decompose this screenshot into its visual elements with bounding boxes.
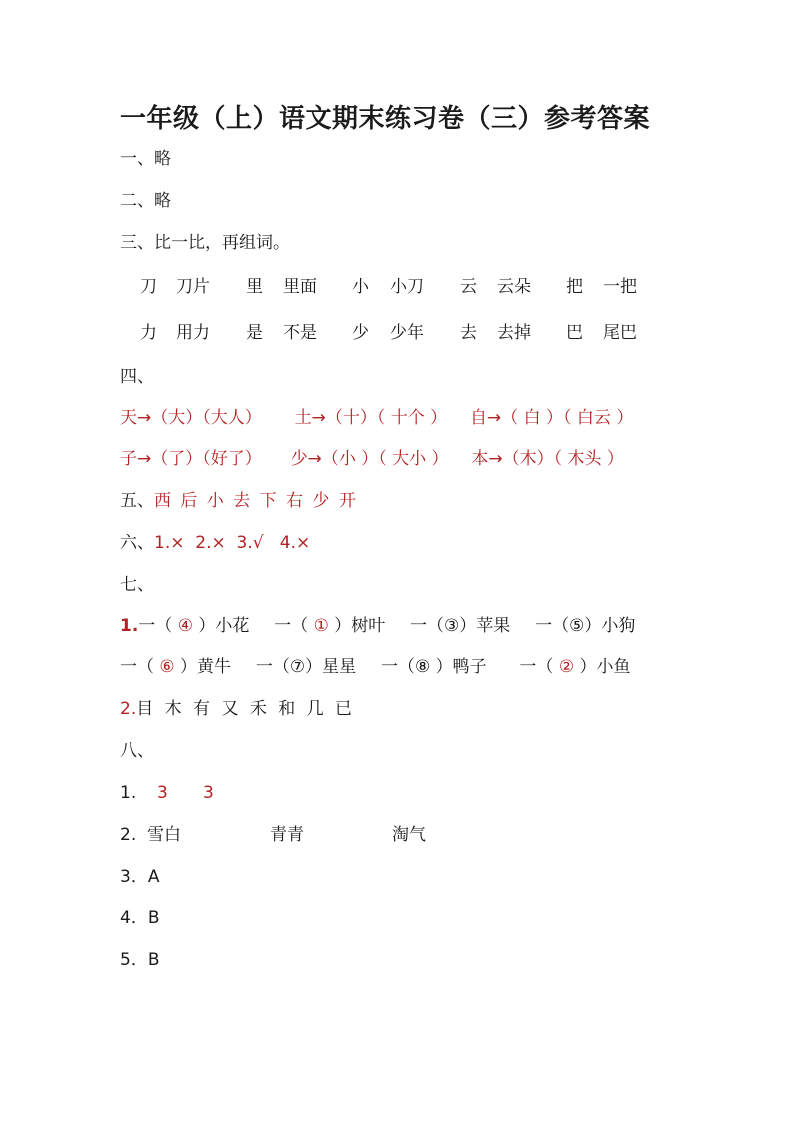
s7-answer-mark: ① (313, 616, 329, 636)
s4-answer: 了 (168, 449, 186, 469)
s7-item-pre: 一（ (519, 657, 559, 677)
s4-item-prefix: 少→（ (290, 449, 339, 469)
section-5-answers: 西 后 小 去 下 右 少 开 (154, 491, 358, 511)
s7-item-pre: 一（ (120, 657, 160, 677)
s7-answer-mark: ③ (444, 616, 460, 636)
s4-paren: ） (431, 449, 449, 469)
s4-answer: 木 (519, 449, 537, 469)
s7-q2-answers: 目 木 有 又 禾 和 几 已 (136, 699, 356, 719)
section-5 (120, 489, 358, 513)
s4-answer: 十个 (385, 408, 431, 428)
s8-q3: 3．A (120, 867, 160, 887)
s7-q1-number: 1. (120, 616, 139, 636)
s7-item-pre: 一（ (380, 657, 415, 677)
section-3-label: 三、比一比，再组词。 (120, 233, 290, 253)
s8-q1-answer: 3 (157, 783, 168, 803)
s3-char: 巴 (566, 323, 583, 343)
section-6 (120, 531, 310, 555)
s4-paren: ）（ (185, 449, 211, 469)
s3-char: 少 (352, 323, 369, 343)
section-6-answers: 1.× 2.× 3.√ 4.× (154, 533, 311, 553)
s3-char: 力 (140, 323, 157, 343)
s7-item-post: ）鸭子 (430, 657, 487, 677)
s7-item-post: ）小花 (192, 616, 250, 636)
s7-item-pre: 一（ (535, 616, 570, 636)
s4-answer: 大小 (386, 449, 432, 469)
s8-q4: 4．B (120, 908, 160, 928)
s4-answer: 小 (338, 449, 362, 469)
s7-item-pre: 一（ (410, 616, 445, 636)
s8-q1-number: 1. (120, 783, 137, 803)
s3-word: 刀片 (176, 277, 210, 297)
s8-q2-answer: 青青 (270, 825, 304, 845)
s4-paren: ） (606, 449, 624, 469)
s4-paren: ）（ (361, 449, 387, 469)
s3-word: 里面 (283, 277, 317, 297)
section-5-label: 五、 (120, 491, 154, 511)
s3-word: 小刀 (390, 277, 424, 297)
s7-q2-number: 2. (120, 699, 137, 719)
s4-item-prefix: 本→（ (471, 449, 520, 469)
section-2: 二、略 (120, 191, 171, 211)
section-6-label: 六、 (120, 533, 154, 553)
s4-paren: ） (244, 449, 262, 469)
s3-word: 少年 (390, 323, 424, 343)
section-4-label: 四、 (120, 367, 154, 387)
s3-char: 云 (460, 277, 477, 297)
s4-paren: ） (430, 408, 448, 428)
s3-word: 一把 (603, 277, 637, 297)
s3-word: 用力 (176, 323, 210, 343)
s4-answer: 大人 (210, 408, 245, 428)
s3-word: 去掉 (497, 323, 531, 343)
s4-item-prefix: 自→（ (469, 408, 519, 428)
s3-char: 把 (566, 277, 583, 297)
section-1: 一、略 (120, 149, 171, 169)
s7-answer-mark: ④ (177, 616, 193, 636)
s3-char: 小 (352, 277, 369, 297)
s7-item-post: ）星星 (305, 657, 357, 677)
section-7-label: 七、 (120, 575, 154, 595)
s8-q2-number: 2. (120, 825, 137, 845)
s7-answer-mark: ② (558, 657, 575, 677)
s7-row2 (120, 655, 630, 679)
s3-word: 云朵 (497, 277, 531, 297)
s4-answer: 木头 (562, 449, 607, 469)
s3-char: 刀 (140, 277, 157, 297)
s4-paren: ）（ (546, 408, 572, 428)
s7-item-pre: 一（ (138, 616, 178, 636)
s4-item-prefix: 土→（ (294, 408, 343, 428)
page-title: 一年级（上）语文期末练习卷（三）参考答案 (120, 104, 651, 134)
s7-answer-mark: ⑥ (159, 657, 175, 677)
s4-paren: ）（ (536, 449, 563, 469)
s8-q2-answer: 淘气 (392, 825, 426, 845)
s7-item-post: ）苹果 (459, 616, 511, 636)
s7-item-post: ）小狗 (584, 616, 636, 636)
s3-word: 不是 (283, 323, 317, 343)
s7-answer-mark: ⑧ (414, 657, 431, 677)
s4-paren: ） (616, 408, 634, 428)
s4-paren: ） (244, 408, 262, 428)
s8-q1-answer: 3 (203, 783, 214, 803)
s7-item-pre: 一（ (255, 657, 290, 677)
s8-q5: 5．B (120, 950, 160, 970)
s4-row1 (120, 406, 633, 430)
s4-row2 (120, 447, 624, 471)
s4-answer: 大 (168, 408, 186, 428)
s7-item-post: ）黄牛 (174, 657, 232, 677)
s7-q2 (120, 697, 355, 721)
s3-char: 去 (460, 323, 477, 343)
s4-answer: 好了 (210, 449, 245, 469)
s3-char: 是 (246, 323, 263, 343)
section-8-label: 八、 (120, 741, 154, 761)
s4-paren: ）（ (359, 408, 386, 428)
s4-item-prefix: 子→（ (120, 449, 169, 469)
s7-answer-mark: ⑤ (569, 616, 585, 636)
s7-item-post: ）小鱼 (574, 657, 631, 677)
s4-answer: 十 (342, 408, 360, 428)
s4-answer: 白 (518, 408, 546, 428)
s7-answer-mark: ⑦ (289, 657, 306, 677)
s4-answer: 白云 (571, 408, 617, 428)
s7-row1 (120, 614, 635, 638)
s7-item-post: ）树叶 (328, 616, 386, 636)
s3-word: 尾巴 (603, 323, 637, 343)
s3-char: 里 (246, 277, 263, 297)
s4-item-prefix: 天→（ (120, 408, 169, 428)
s8-q2-answer: 雪白 (147, 825, 181, 845)
s7-item-pre: 一（ (274, 616, 314, 636)
s4-paren: ）（ (185, 408, 211, 428)
